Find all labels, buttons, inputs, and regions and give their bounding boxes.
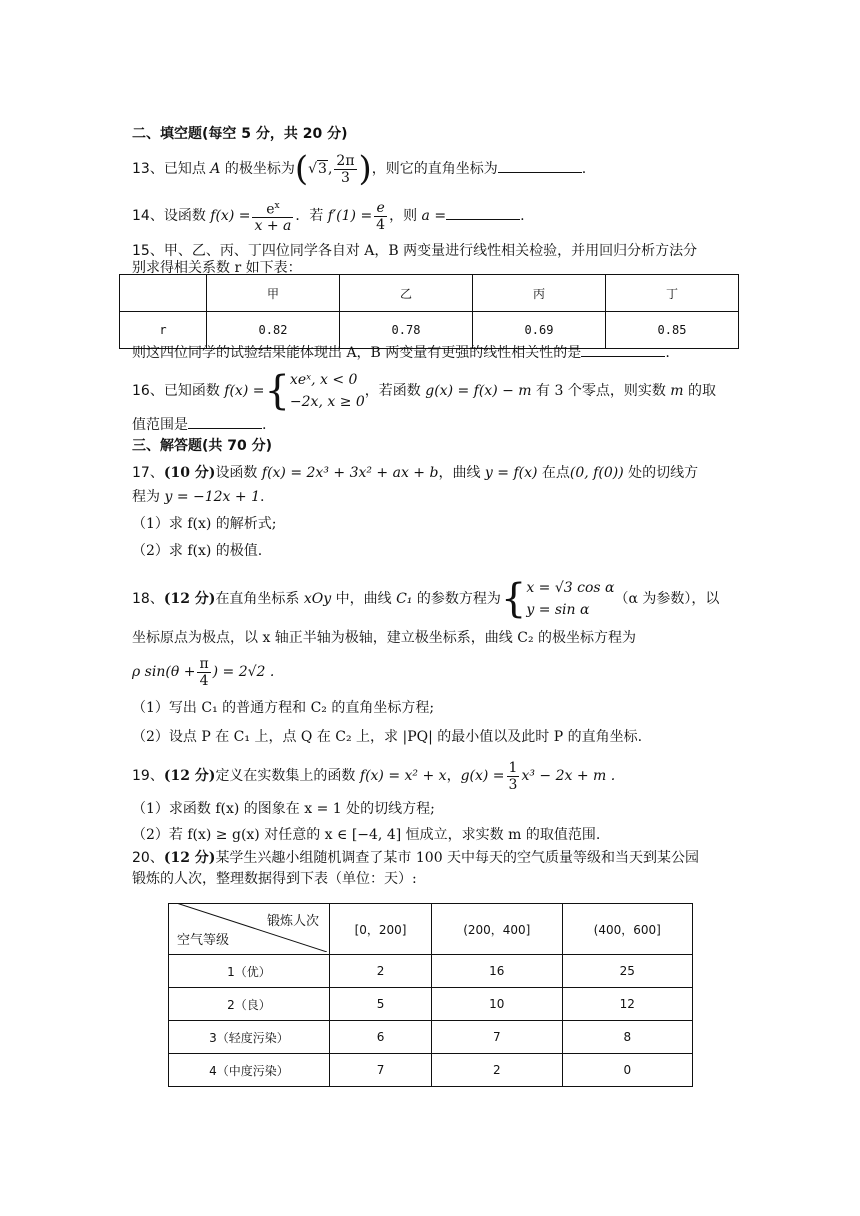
q16-piecewise — [290, 369, 365, 413]
q14-frac-num-base: e — [266, 201, 275, 218]
q18-curve-c1: C₁ — [396, 591, 413, 607]
q14-text-c: ，则 — [389, 208, 422, 224]
section-3-title: 三、解答题(共 70 分) — [132, 438, 273, 454]
q13-open-paren: ( — [294, 149, 309, 189]
q17-point: (0, f(0)) — [569, 465, 624, 481]
table-row — [169, 955, 693, 988]
q14-var-a: a — [421, 208, 430, 224]
q17-expr: f(x) = 2x³ + 3x² + ax + b — [261, 465, 439, 481]
table-cell: 6 — [330, 1021, 432, 1054]
q18-eq-2: y = sin α — [526, 602, 590, 618]
q16-text-b: ，若函数 — [364, 383, 426, 399]
q16-line-2-text: 值范围是 — [132, 417, 188, 433]
table-cell: 8 — [562, 1021, 692, 1054]
question-18-line-2: 坐标原点为极点，以 x 轴正半轴为极轴，建立极坐标系，曲线 C₂ 的极坐标方程为 — [132, 630, 637, 646]
q14-rhs-den: 4 — [376, 216, 386, 233]
correlation-header-row — [120, 275, 739, 312]
correlation-header-ding: 丁 — [606, 275, 739, 312]
table-cell: 12 — [562, 988, 692, 1021]
q16-text-c: 有 3 个零点，则实数 — [531, 383, 671, 399]
q20-line-1-text: 某学生兴趣小组随机调查了某市 100 天中每天的空气质量等级和当天到某公园 — [215, 850, 700, 866]
q13-angle-fraction — [334, 153, 356, 186]
q16-brace: { — [264, 368, 290, 414]
question-16-line-2 — [132, 414, 266, 435]
air-quality-table — [168, 903, 693, 1087]
q18-text-b: 中，曲线 — [331, 591, 397, 607]
question-20-line-1 — [132, 848, 699, 868]
q14-frac-num — [252, 198, 293, 219]
section-2-title: 二、填空题(每空 5 分，共 20 分) — [132, 126, 348, 142]
q15-number: 15、 — [132, 243, 164, 259]
q14-text-a: 设函数 — [163, 208, 211, 224]
q19-number: 19、 — [132, 768, 164, 784]
correlation-header-jia: 甲 — [207, 275, 340, 312]
table-cell: 2 — [432, 1054, 562, 1087]
q17-curve: y = f(x) — [484, 465, 538, 481]
question-18-part-1: （1）写出 C₁ 的普通方程和 C₂ 的直角坐标方程; — [132, 700, 435, 716]
header-range-3: (400，600] — [562, 904, 692, 955]
q18-polar-den: 4 — [199, 672, 209, 689]
q18-brace: { — [500, 576, 527, 622]
q17-score: (10 分) — [163, 465, 216, 481]
diag-header-exercise: 锻炼人次 — [266, 914, 319, 929]
q13-text-c: ，则它的直角坐标为 — [371, 161, 498, 177]
q15-line-1-text: 甲、乙、丙、丁四位同学各自对 A，B 两变量进行线性相关检验，并用回归分析方法分 — [163, 243, 698, 259]
q18-polar-fraction — [197, 656, 210, 689]
question-18-polar-equation — [132, 652, 274, 692]
question-13: 13、已知点 A 的极坐标为(√3, $\frac{2\pi}{3}$ )，则它的直角坐标为 . — [132, 149, 587, 189]
q18-text-a: 在直角坐标系 — [215, 591, 304, 607]
question-19-line-1 — [132, 756, 615, 796]
q14-frac-den: x + a — [254, 218, 292, 235]
table-cell: 7 — [432, 1021, 562, 1054]
q18-text-d: （α 为参数），以 — [614, 591, 720, 607]
q19-g-den: 3 — [508, 776, 518, 793]
q16-number: 16、 — [132, 383, 164, 399]
header-range-1: [0，200] — [330, 904, 432, 955]
q16-f-label: f(x) = — [224, 383, 265, 399]
table-cell: 10 — [432, 988, 562, 1021]
table-row — [169, 1021, 693, 1054]
row-label-2: 2（良） — [169, 988, 330, 1021]
question-19-part-1: （1）求函数 f(x) 的图象在 x = 1 处的切线方程; — [132, 801, 435, 817]
q14-derivative: f′(1) = — [327, 208, 373, 224]
row-label-4: 4（中度污染） — [169, 1054, 330, 1087]
q14-end: . — [520, 208, 525, 224]
q19-sep: ， — [446, 768, 461, 784]
q14-number: 14、 — [132, 208, 164, 224]
q16-end: . — [262, 417, 267, 433]
table-cell: 7 — [330, 1054, 432, 1087]
q18-polar-num: π — [199, 655, 209, 672]
header-range-2: (200，400] — [432, 904, 562, 955]
row-label-3: 3（轻度污染） — [169, 1021, 330, 1054]
q14-rhs-fraction — [374, 200, 387, 233]
q19-g-fraction — [507, 760, 520, 793]
q13-answer-blank[interactable] — [498, 158, 582, 173]
q14-f-label: f(x) = — [210, 208, 251, 224]
q13-text-a: 已知点 — [163, 161, 211, 177]
question-19-part-2: （2）若 f(x) ≥ g(x) 对任意的 x ∈ [−4, 4] 恒成立，求实数 m 的取值范围. — [132, 827, 601, 843]
question-17-part-1: （1）求 f(x) 的解析式; — [132, 516, 277, 532]
question-14 — [132, 197, 525, 235]
q16-answer-blank[interactable] — [188, 414, 262, 429]
q14-fraction — [252, 198, 293, 235]
q19-g-rest: x³ − 2x + m . — [521, 768, 616, 784]
air-quality-header-row — [169, 904, 693, 955]
q19-score: (12 分) — [163, 768, 216, 784]
q18-coordinate-system: xOy — [303, 591, 332, 607]
q17-text-b: ，曲线 — [438, 465, 485, 481]
q20-number: 20、 — [132, 850, 164, 866]
question-20-line-2: 锻炼的人次，整理数据得到下表（单位：天）: — [132, 871, 417, 887]
q13-close-paren: ) — [358, 149, 372, 189]
q17-number: 17、 — [132, 465, 164, 481]
table-cell: 2 — [330, 955, 432, 988]
correlation-value-bing: 0.69 — [473, 312, 606, 349]
q18-score: (12 分) — [163, 591, 216, 607]
q16-case-1: xeˣ, x < 0 — [289, 372, 358, 388]
q19-text-a: 定义在实数集上的函数 — [215, 768, 360, 784]
q15-conclusion-text: 则这四位同学的试验结果能体现出 A，B 两变量有更强的线性相关性的是 — [132, 345, 582, 361]
q14-text-d: = — [429, 208, 447, 224]
question-15-conclusion — [132, 342, 670, 363]
row-label-1: 1（优） — [169, 955, 330, 988]
q15-answer-blank[interactable] — [581, 342, 665, 357]
q16-g-expr: g(x) = f(x) − m — [425, 383, 532, 399]
q16-var-m: m — [670, 383, 684, 399]
question-18-line-1 — [132, 576, 719, 622]
q16-text-a: 已知函数 — [163, 383, 225, 399]
q13-var-a: A — [210, 161, 221, 177]
question-17-line-2 — [132, 487, 264, 507]
q18-polar-a: ρ sin(θ + — [132, 664, 196, 680]
q14-text-b: ．若 — [295, 208, 328, 224]
correlation-table — [119, 274, 739, 349]
q16-text-d: 的取 — [683, 383, 717, 399]
q19-f-expr: f(x) = x² + x — [359, 768, 447, 784]
table-cell: 25 — [562, 955, 692, 988]
correlation-header-yi: 乙 — [340, 275, 473, 312]
question-17-part-2: （2）求 f(x) 的极值. — [132, 543, 263, 559]
q13-number: 13、 — [132, 161, 164, 177]
question-18-part-2: （2）设点 P 在 C₁ 上，点 Q 在 C₂ 上，求 |PQ| 的最小值以及此时 P 的直角坐标. — [132, 729, 643, 745]
question-16 — [132, 366, 716, 416]
diag-header-air-level: 空气等级 — [177, 933, 230, 948]
table-row — [169, 1054, 693, 1087]
question-17-line-1 — [132, 460, 698, 486]
correlation-value-ding: 0.85 — [606, 312, 739, 349]
correlation-header-empty — [120, 275, 207, 312]
q18-text-c: 的参数方程为 — [412, 591, 501, 607]
table-cell: 5 — [330, 988, 432, 1021]
q15-end: . — [665, 345, 670, 361]
correlation-row-label: r — [120, 312, 207, 349]
air-quality-diagonal-header — [169, 904, 330, 955]
q13-text-b: 的极坐标为 — [220, 161, 295, 177]
q14-frac-num-sup: x — [274, 200, 280, 211]
q18-eq-1: x = √3 cos α — [526, 580, 615, 596]
table-row — [169, 988, 693, 1021]
correlation-value-jia: 0.82 — [207, 312, 340, 349]
q14-rhs-num: e — [374, 200, 387, 217]
question-15-line-2: 别求得相关系数 r 如下表： — [132, 260, 302, 276]
q13-angle-den: 3 — [341, 169, 350, 186]
q13-sqrt-sign: √ — [308, 161, 318, 177]
q16-case-2: −2x, x ≥ 0 — [289, 394, 365, 410]
q17-text-a: 设函数 — [215, 465, 262, 481]
q14-answer-blank[interactable] — [446, 205, 520, 220]
q18-number: 18、 — [132, 591, 164, 607]
q20-score: (12 分) — [163, 850, 216, 866]
q18-polar-b: ) = 2√2 . — [212, 664, 275, 680]
q17-tangent: y = −12x + 1 — [164, 489, 260, 505]
q17-text-d: 处的切线方 — [623, 465, 699, 481]
q13-end: . — [581, 161, 587, 177]
q17-line-2-end: . — [259, 489, 265, 505]
q17-line-2-text: 程为 — [132, 489, 165, 505]
q13-sqrt-value: 3 — [318, 161, 327, 177]
correlation-header-bing: 丙 — [473, 275, 606, 312]
q17-text-c: 在点 — [537, 465, 570, 481]
correlation-value-yi: 0.78 — [340, 312, 473, 349]
q18-parametric-equations — [526, 577, 614, 621]
table-cell: 16 — [432, 955, 562, 988]
q19-g-num: 1 — [508, 759, 518, 776]
q13-angle-num: 2π — [336, 152, 355, 169]
q19-g-label: g(x) = — [460, 768, 505, 784]
table-cell: 0 — [562, 1054, 692, 1087]
